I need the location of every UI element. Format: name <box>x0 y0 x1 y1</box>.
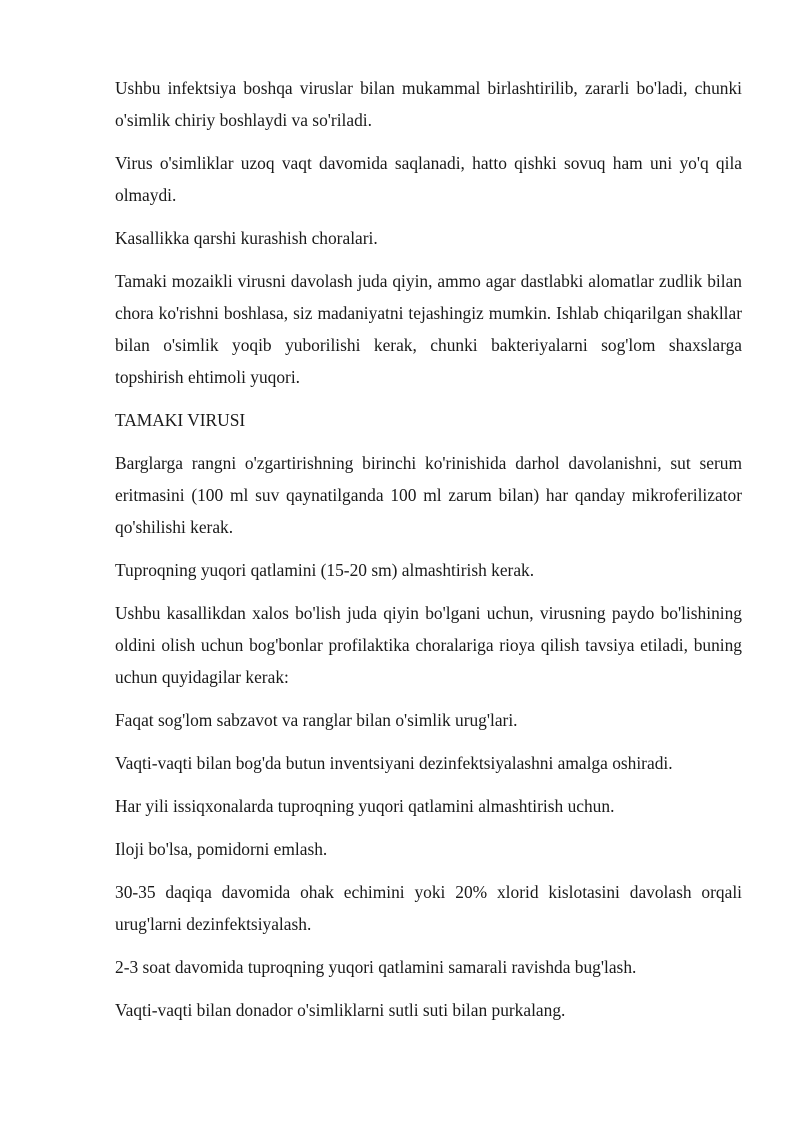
list-item-healthy-seeds: Faqat sog'lom sabzavot va ranglar bilan o'simlik urug'lari. <box>115 710 518 730</box>
list-item-greenhouse-soil: Har yili issiqxonalarda tuproqning yuqori qatlamini almashtirish uchun. <box>115 796 615 816</box>
list-item-grafting: Iloji bo'lsa, pomidorni emlash. <box>115 839 328 859</box>
paragraph-control-measures-heading: Kasallikka qarshi kurashish choralari. <box>115 228 378 248</box>
paragraph-treatment-difficulty: Tamaki mozaikli virusni davolash juda qiyin, ammo agar dastlabki alomatlar zudlik bilan chora ko'rishni boshlasa, siz madaniyatni tejashingiz mumkin. Ishlab chiqarilgan shakllar bilan o'simlik yoqib yuborilishi kerak, chunki bakteriyalarni sog'lom shaxslarga topshirish ehtimoli yuqori. <box>115 271 742 387</box>
paragraph-soil-replacement: Tuproqning yuqori qatlamini (15-20 sm) almashtirish kerak. <box>115 560 535 580</box>
paragraph-infection-combination: Ushbu infektsiya boshqa viruslar bilan mukammal birlashtirilib, zararli bo'ladi, chunki o'simlik chiriy boshlaydi va so'riladi. <box>115 78 742 130</box>
paragraph-prevention-intro: Ushbu kasallikdan xalos bo'lish juda qiyin bo'lgani uchun, virusning paydo bo'lishining oldini olish uchun bog'bonlar profilaktika choralariga rioya qilish tavsiya etiladi, buning uchun quyidagilar kerak: <box>115 603 742 687</box>
paragraph-leaf-treatment: Barglarga rangni o'zgartirishning birinchi ko'rinishida darhol davolanishni, sut serum eritmasini (100 ml suv qaynatilganda 100 ml zarum bilan) har qanday mikroferilizator qo'shilishi kerak. <box>115 453 742 537</box>
list-item-milk-spraying: Vaqti-vaqti bilan donador o'simliklarni sutli suti bilan purkalang. <box>115 1000 566 1020</box>
list-item-seed-disinfection: 30-35 daqiqa davomida ohak echimini yoki 20% xlorid kislotasini davolash orqali urug'larni dezinfektsiyalash. <box>115 882 742 934</box>
list-item-disinfect-inventory: Vaqti-vaqti bilan bog'da butun inventsiyani dezinfektsiyalashni amalga oshiradi. <box>115 753 673 773</box>
paragraph-virus-persistence: Virus o'simliklar uzoq vaqt davomida saqlanadi, hatto qishki sovuq ham uni yo'q qila olmaydi. <box>115 153 742 205</box>
list-item-soil-steaming: 2-3 soat davomida tuproqning yuqori qatlamini samarali ravishda bug'lash. <box>115 957 637 977</box>
section-heading-tobacco-virus: TAMAKI VIRUSI <box>115 410 246 430</box>
